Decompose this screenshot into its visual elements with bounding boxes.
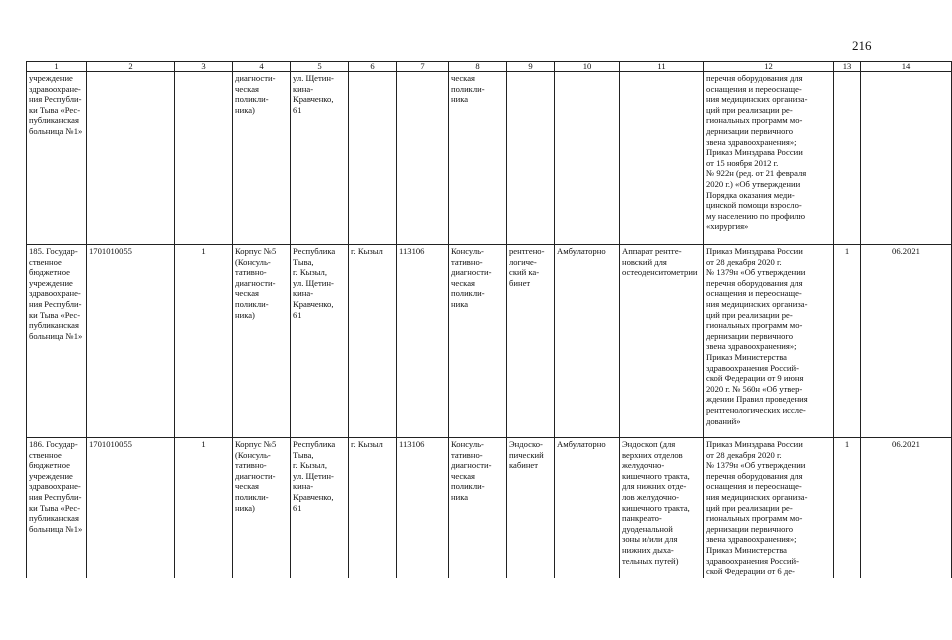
organization-cell: учреждение здравоохране- ния Республи- ки Тыва «Рес- публиканская больница №1» xyxy=(27,72,87,245)
page-number: 216 xyxy=(852,38,872,53)
code2-cell: 113106 xyxy=(397,438,449,578)
equipment-cell: Аппарат рентге- новский для остеоденситометрии xyxy=(620,245,704,438)
city-cell: г. Кызыл xyxy=(349,245,397,438)
organization-cell: 186. Государ- ственное бюджетное учреждение здравоохране- ния Республи- ки Тыва «Рес- публиканская больница №1» xyxy=(27,438,87,578)
city-cell: г. Кызыл xyxy=(349,438,397,578)
column-number: 14 xyxy=(861,62,952,72)
code-cell: 1701010055 xyxy=(87,438,175,578)
regulation-cell: перечня оборудования для оснащения и переоснаще- ния медицинских организа- ций при реализации ре- гиональных программ мо- дернизации первичного звена здравоохранения»; Приказ Минздрава России от 15 ноября 2012 г. № 922н (ред. от 21 февраля 2020 г.) «Об утверждении Порядка оказания меди- цинской помощи взросло- му населению по профилю «хирургия» xyxy=(704,72,834,245)
building-cell: Корпус №5 (Консуль- тативно- диагности- ческая поликли- ника) xyxy=(233,438,291,578)
count-cell: 1 xyxy=(834,245,861,438)
address-cell: Республика Тыва, г. Кызыл, ул. Щетин- кина- Кравченко, 61 xyxy=(291,245,349,438)
city-cell xyxy=(349,72,397,245)
room-cell: Эндоско- пический кабинет xyxy=(507,438,555,578)
column-number: 7 xyxy=(397,62,449,72)
organization-cell: 185. Государ- ственное бюджетное учреждение здравоохране- ния Республи- ки Тыва «Рес- публиканская больница №1» xyxy=(27,245,87,438)
quantity-cell: 1 xyxy=(175,438,233,578)
column-number: 11 xyxy=(620,62,704,72)
count-cell xyxy=(834,72,861,245)
column-number: 10 xyxy=(555,62,620,72)
column-number: 6 xyxy=(349,62,397,72)
mode-cell: Амбулаторно xyxy=(555,245,620,438)
building-cell: диагности- ческая поликли- ника) xyxy=(233,72,291,245)
column-number: 13 xyxy=(834,62,861,72)
code2-cell xyxy=(397,72,449,245)
column-number: 2 xyxy=(87,62,175,72)
count-cell: 1 xyxy=(834,438,861,578)
unit-cell: ческая поликли- ника xyxy=(449,72,507,245)
quantity-cell: 1 xyxy=(175,245,233,438)
regulation-cell: Приказ Минздрава России от 28 декабря 2020 г. № 1379н «Об утверждении перечня оборудования для оснащения и переоснаще- ния медицинских организа- ций при реализации ре- гиональных программ мо- дернизации первичного звена здравоохранения»; Приказ Министерства здравоохранения Россий- ской Федерации от 9 июня 2020 г. № 560н «Об утвер- ждении Правил проведения рентгенологических иссле- дований» xyxy=(704,245,834,438)
column-number: 9 xyxy=(507,62,555,72)
unit-cell: Консуль- тативно- диагности- ческая поликли- ника xyxy=(449,245,507,438)
column-number-row xyxy=(27,62,952,72)
code2-cell: 113106 xyxy=(397,245,449,438)
equipment-cell: Эндоскоп (для верхних отделов желудочно- кишечного тракта, для нижних отде- лов желудочно- кишечного тракта, панкреато- дуоденальной зоны и/или для нижних дыха- тельных путей) xyxy=(620,438,704,578)
address-cell: ул. Щетин- кина- Кравченко, 61 xyxy=(291,72,349,245)
column-number: 4 xyxy=(233,62,291,72)
building-cell: Корпус №5 (Консуль- тативно- диагности- ческая поликли- ника) xyxy=(233,245,291,438)
code-cell: 1701010055 xyxy=(87,245,175,438)
regulation-cell: Приказ Минздрава России от 28 декабря 2020 г. № 1379н «Об утверждении перечня оборудования для оснащения и переоснаще- ния медицинских организа- ций при реализации ре- гиональных программ мо- дернизации первичного звена здравоохранения»; Приказ Министерства здравоохранения Россий- ской Федерации от 6 де- xyxy=(704,438,834,578)
mode-cell: Амбулаторно xyxy=(555,438,620,578)
date-cell: 06.2021 xyxy=(861,245,952,438)
equipment-table xyxy=(26,61,952,578)
equipment-cell xyxy=(620,72,704,245)
unit-cell: Консуль- тативно- диагности- ческая поликли- ника xyxy=(449,438,507,578)
address-cell: Республика Тыва, г. Кызыл, ул. Щетин- кина- Кравченко, 61 xyxy=(291,438,349,578)
column-number: 8 xyxy=(449,62,507,72)
date-cell xyxy=(861,72,952,245)
table-row xyxy=(27,245,952,438)
table-row xyxy=(27,72,952,245)
room-cell xyxy=(507,72,555,245)
table-row xyxy=(27,438,952,578)
mode-cell xyxy=(555,72,620,245)
column-number: 1 xyxy=(27,62,87,72)
room-cell: рентгено- логиче- ский ка- бинет xyxy=(507,245,555,438)
column-number: 12 xyxy=(704,62,834,72)
column-number: 3 xyxy=(175,62,233,72)
date-cell: 06.2021 xyxy=(861,438,952,578)
code-cell xyxy=(87,72,175,245)
column-number: 5 xyxy=(291,62,349,72)
quantity-cell xyxy=(175,72,233,245)
